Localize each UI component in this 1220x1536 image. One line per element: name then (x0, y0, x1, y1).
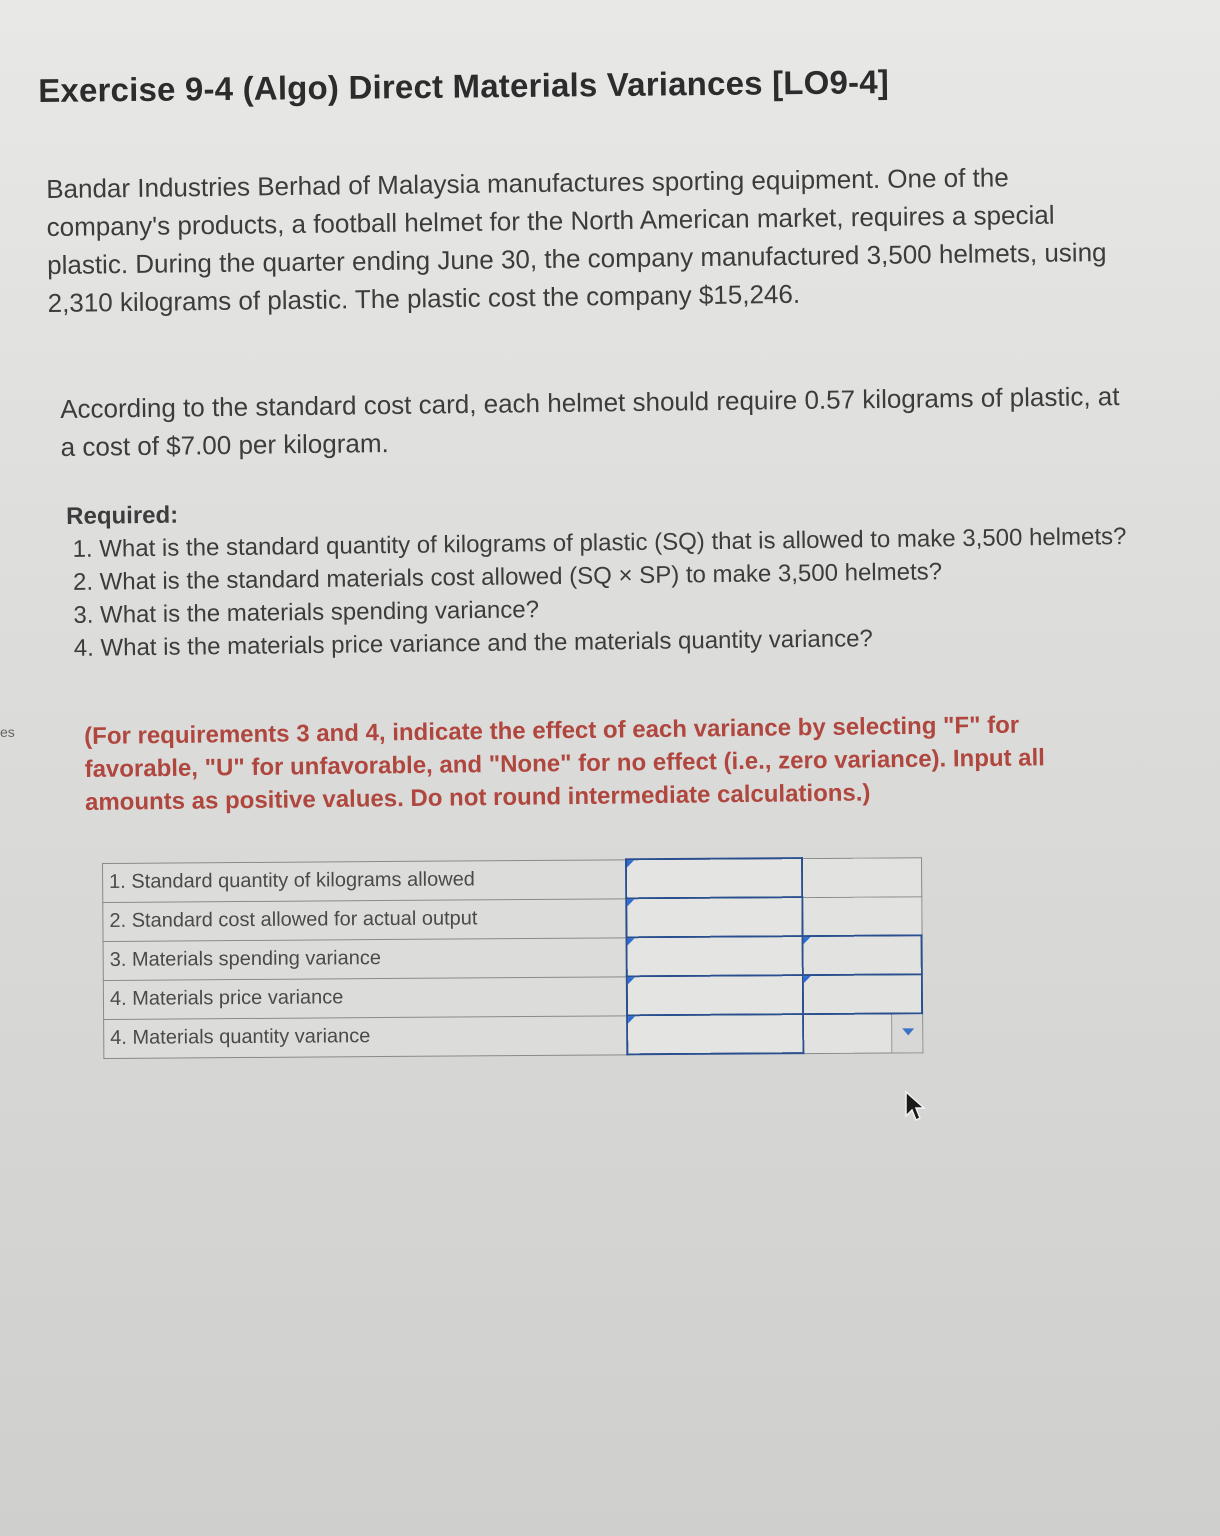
chevron-down-icon (902, 1028, 914, 1035)
standard-cost-input[interactable] (628, 898, 802, 936)
standard-cost-input-cell[interactable] (627, 897, 803, 937)
input-corner-marker (628, 938, 635, 945)
quantity-variance-input[interactable] (629, 1015, 803, 1053)
requirement-item: 2. What is the standard materials cost allowed (SQ × SP) to make 3,500 helmets? (72, 558, 943, 596)
answer-table (102, 856, 923, 1059)
side-tab-label[interactable]: es (0, 724, 15, 740)
quantity-variance-input-cell[interactable] (628, 1014, 804, 1054)
instructions-note: (For requirements 3 and 4, indicate the effect of each variance by selecting "F" for favorable, "U" for unfavorable, and "None" for no effect (i.e., zero variance). Input all amounts as positive values. Do not round intermediate calculations.) (84, 711, 1046, 816)
row-label-price-variance: 4. Materials price variance (103, 976, 627, 1019)
effect-cell-empty (802, 896, 921, 936)
input-corner-marker (804, 976, 811, 983)
standard-quantity-input-cell[interactable] (626, 858, 802, 898)
requirement-item: 4. What is the materials price variance and the materials quantity variance? (73, 625, 873, 662)
input-corner-marker (804, 937, 811, 944)
input-corner-marker (628, 977, 635, 984)
spending-variance-input[interactable] (628, 937, 802, 975)
dropdown-button[interactable] (891, 1014, 922, 1052)
problem-paragraph-1: Bandar Industries Berhad of Malaysia manufactures sporting equipment. One of the company's products, a football helmet for the North American market, requires a special plastic. During the quarter ending June 30, the company manufactured 3,500 helmets, using 2,310 kilograms of plastic. The plastic cost the company $15,246. (46, 162, 1107, 318)
requirement-item: 3. What is the materials spending variance? (73, 596, 540, 629)
price-variance-effect-input[interactable] (804, 975, 921, 1013)
required-section (66, 487, 1138, 665)
table-row (103, 974, 922, 1019)
spending-variance-input-cell[interactable] (627, 936, 803, 976)
table-row (104, 1013, 923, 1058)
row-label-standard-cost: 2. Standard cost allowed for actual output (103, 898, 627, 941)
table-row (103, 935, 922, 980)
row-label-standard-quantity: 1. Standard quantity of kilograms allowed (103, 859, 627, 902)
required-heading: Required: (66, 501, 179, 530)
input-corner-marker (629, 1016, 636, 1023)
row-label-quantity-variance: 4. Materials quantity variance (104, 1015, 628, 1058)
spending-variance-effect-select[interactable] (803, 935, 922, 975)
price-variance-effect-select[interactable] (803, 974, 922, 1014)
table-row (103, 857, 922, 902)
mouse-cursor-icon (904, 1090, 926, 1122)
standard-quantity-input[interactable] (627, 859, 801, 897)
input-corner-marker (628, 899, 635, 906)
price-variance-input-cell[interactable] (627, 975, 803, 1015)
effect-cell-empty (802, 857, 921, 897)
requirements-list (66, 520, 1138, 665)
row-label-spending-variance: 3. Materials spending variance (103, 937, 627, 980)
spending-variance-effect-input[interactable] (804, 936, 921, 974)
table-row (103, 896, 922, 941)
price-variance-input[interactable] (628, 976, 802, 1014)
requirement-item: 1. What is the standard quantity of kilograms of plastic (SQ) that is allowed to make 3,500 helmets? (72, 523, 1127, 563)
quantity-variance-effect-select[interactable] (803, 1013, 922, 1053)
input-corner-marker (627, 860, 634, 867)
problem-paragraph-2: According to the standard cost card, each helmet should require 0.57 kilograms of plastic, at a cost of $7.00 per kilogram. (60, 381, 1120, 462)
exercise-title: Exercise 9-4 (Algo) Direct Materials Variances [LO9-4] (38, 63, 890, 109)
